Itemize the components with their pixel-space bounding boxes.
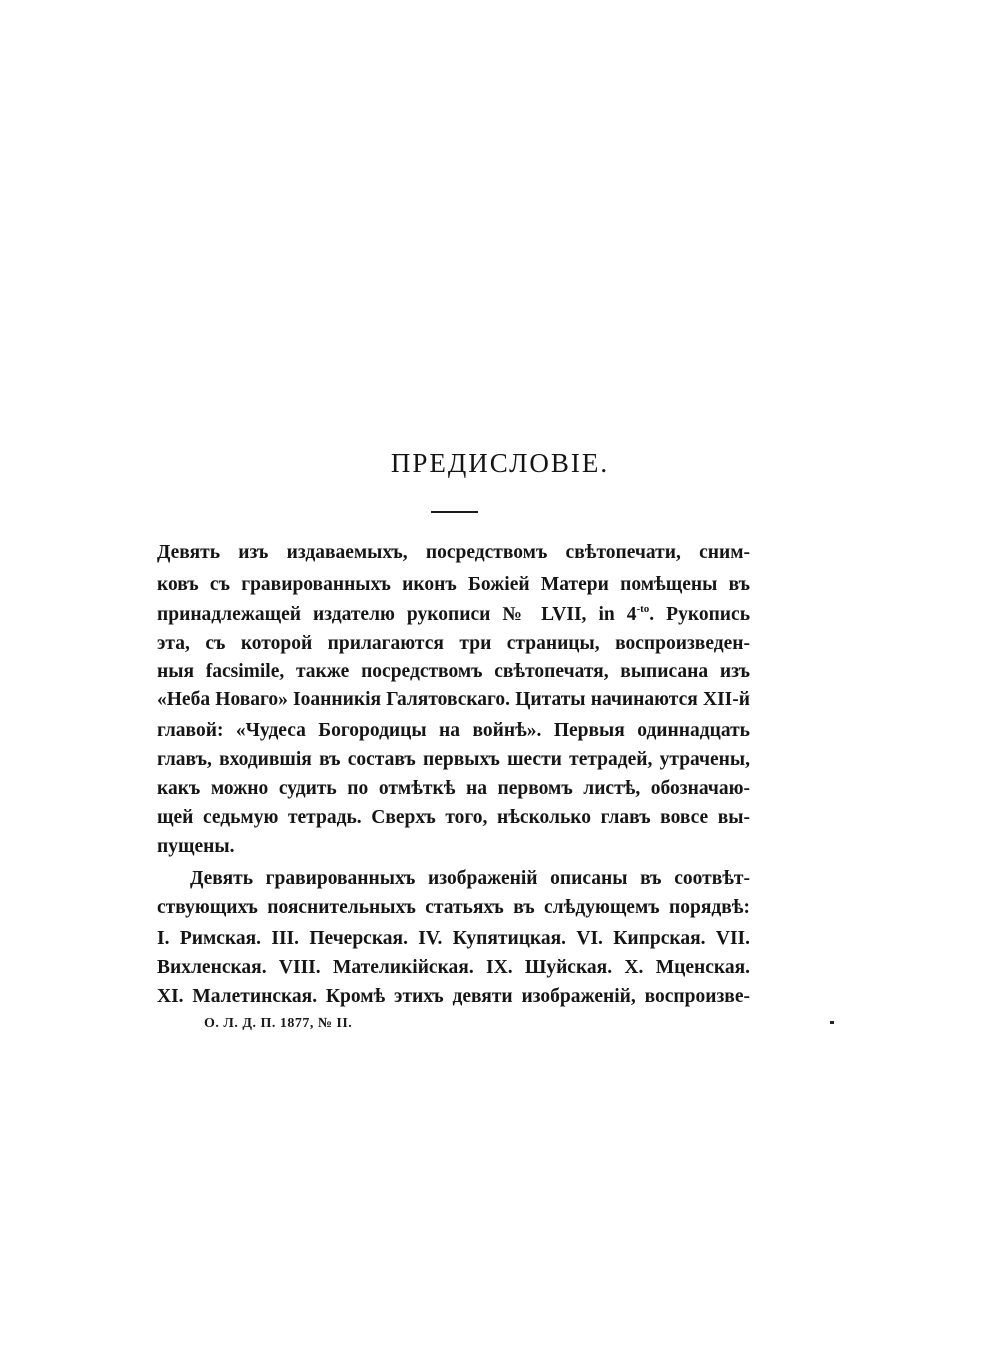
text-line: Вихленская. VIII. Мателикійская. IX. Шуйская. X. Мценская. [157, 957, 750, 978]
text-line: ковъ съ гравированныхъ иконъ Божіей Матери помѣщены въ [157, 574, 750, 595]
text-line [157, 604, 750, 625]
text-line: главъ, входившія въ составъ первыхъ шести тетрадей, утрачены, [157, 749, 750, 770]
text-line: какъ можно судить по отмѣткѣ на первомъ листѣ, обозначаю- [157, 778, 750, 799]
text-line: главой: «Чудеса Богородицы на войнѣ». Первыя одиннадцать [157, 720, 750, 741]
text-line: XI. Малетинская. Кромѣ этихъ девяти изображеній, воспроизве- [157, 986, 750, 1007]
text-line: Девять гравированныхъ изображеній описаны въ соотвѣт- [190, 868, 750, 889]
signature-footer: О. Л. Д. П. 1877, № II. [204, 1016, 353, 1031]
text-segment: принадлежащей издателю рукописи № LVII, in 4 [157, 604, 637, 625]
text-segment: . Рукопись [649, 604, 751, 625]
page-title: ПРЕДИСЛОВІЕ. [390, 448, 610, 478]
text-line: пущены. [157, 836, 235, 857]
print-speck [830, 1021, 834, 1024]
text-line: ствующихъ пояснительныхъ статьяхъ въ слѣдующемъ порядвѣ: [157, 897, 750, 918]
text-line: I. Римская. III. Печерская. IV. Купятицкая. VI. Кипрская. VII. [157, 928, 750, 949]
text-line: эта, съ которой прилагаются три страницы, воспроизведен- [157, 633, 750, 654]
text-line: щей седьмую тетрадь. Сверхъ того, нѣсколько главъ вовсе вы- [157, 807, 750, 828]
text-line: Девять изъ издаваемыхъ, посредствомъ свѣтопечати, сним- [157, 542, 750, 563]
text-line: «Неба Новаго» Іоанникія Галятовскаго. Цитаты начинаются XII-й [157, 689, 750, 710]
title-divider [431, 511, 478, 513]
superscript: -to [636, 603, 650, 615]
text-line: ныя facsimile, также посредствомъ свѣтопечатя, выписана изъ [157, 661, 750, 682]
